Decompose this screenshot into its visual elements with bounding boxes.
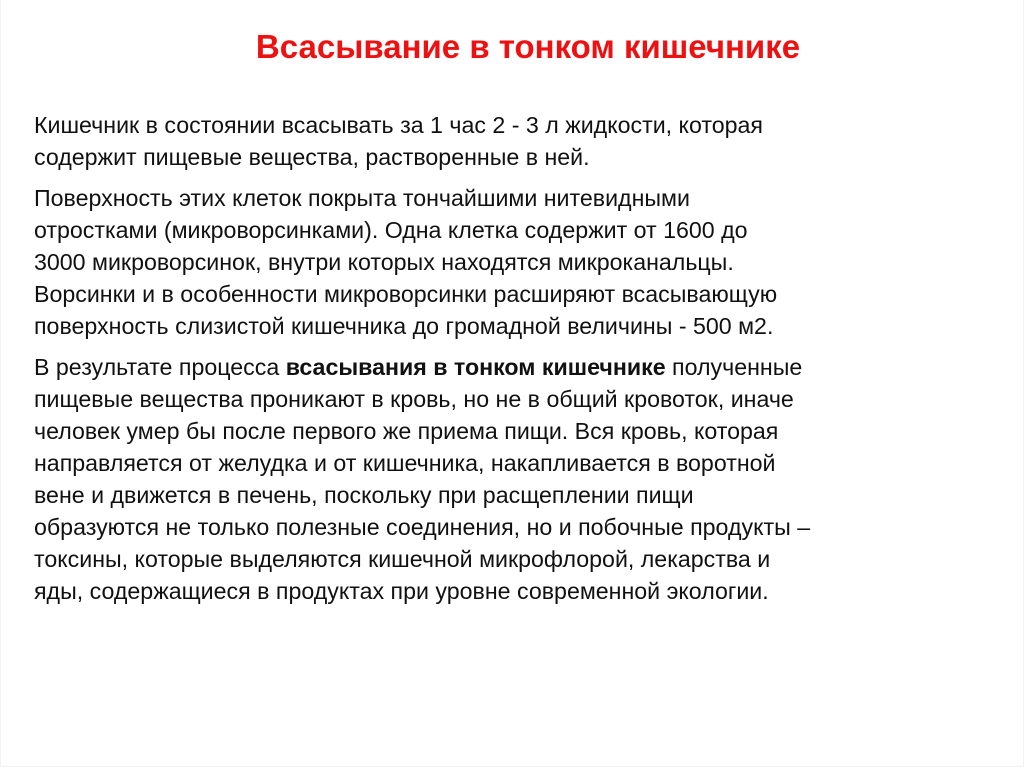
text-line: Поверхность этих клеток покрыта тончайшими нитевидными xyxy=(34,185,690,211)
text-line: яды, содержащиеся в продуктах при уровне современной экологии. xyxy=(34,578,769,604)
text-line: токсины, которые выделяются кишечной микрофлорой, лекарства и xyxy=(34,546,771,572)
text-segment: В результате процесса xyxy=(34,354,286,380)
slide-body xyxy=(34,109,1009,616)
slide-title: Всасывание в тонком кишечнике xyxy=(255,28,801,65)
text-line: вене и движется в печень, поскольку при расщеплении пищи xyxy=(34,482,694,508)
text-line: направляется от желудка и от кишечника, накапливается в воротной xyxy=(34,450,776,476)
paragraph-absorption-result xyxy=(34,351,1009,607)
text-line: отростками (микроворсинками). Одна клетка содержит от 1600 до xyxy=(34,217,748,243)
text-line: поверхность слизистой кишечника до громадной величины - 500 м2. xyxy=(34,313,774,339)
text-line: человек умер бы после первого же приема пищи. Вся кровь, которая xyxy=(34,418,779,444)
text-segment: полученные xyxy=(665,354,803,380)
text-line xyxy=(34,351,1009,383)
paragraph-absorption-capacity xyxy=(34,109,1009,173)
bold-term: всасывания в тонком кишечнике xyxy=(285,354,666,380)
text-line: 3000 микроворсинок, внутри которых находятся микроканальцы. xyxy=(34,249,734,275)
text-line: пищевые вещества проникают в кровь, но не в общий кровоток, иначе xyxy=(34,386,794,412)
text-line: образуются не только полезные соединения, но и побочные продукты – xyxy=(34,514,811,540)
text-line: Ворсинки и в особенности микроворсинки расширяют всасывающую xyxy=(34,281,778,307)
paragraph-microvilli xyxy=(34,182,1009,342)
text-line: Кишечник в состоянии всасывать за 1 час 2 - 3 л жидкости, которая xyxy=(34,112,763,138)
text-line: содержит пищевые вещества, растворенные в ней. xyxy=(34,144,590,170)
